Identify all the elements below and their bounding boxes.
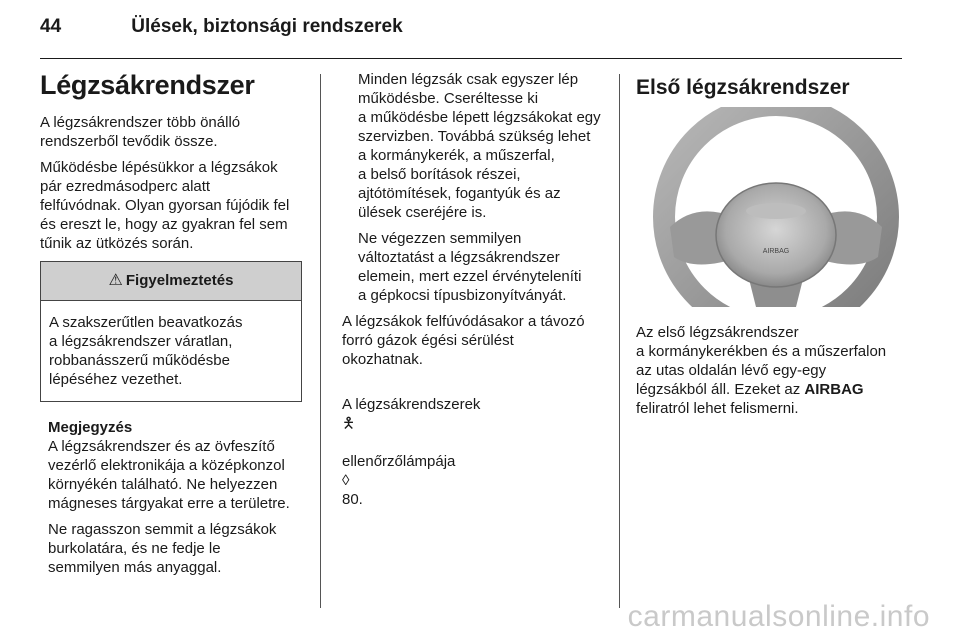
note-paragraph: A légzsákrendszer és az övfeszítő vezérlő elektronikája a középkonzol környékén található. Ne helyezzen mágneses tárgyakat erre a területre. — [48, 438, 290, 512]
caption-airbag-word: AIRBAG — [804, 381, 864, 398]
section-title: Ülések, biztonsági rendszerek — [131, 16, 403, 37]
paragraph: Ne végezzen semmilyen változtatást a légzsákrendszer elemein, mert ezzel érvényteleníti a gépkocsi típusbizonyítványát. — [358, 230, 582, 304]
section-heading: Első légzsákrendszer — [636, 76, 850, 99]
column-left — [40, 70, 302, 584]
header-rule — [40, 58, 902, 59]
caption-text: feliratról lehet felismerni. — [636, 400, 799, 417]
warning-title: Figyelmeztetés — [125, 272, 234, 289]
column-right — [636, 70, 902, 425]
column-middle — [342, 70, 604, 516]
watermark: carmanualsonline.info — [627, 600, 930, 633]
column-divider — [619, 74, 620, 608]
paragraph-indicator — [342, 376, 604, 509]
warning-box — [40, 261, 302, 402]
warning-text: A szakszerűtlen beavatkozás a légzsákrendszer váratlan, robbanásszerű működésbe lépéséhez vezethet. — [49, 314, 243, 388]
paragraph: Minden légzsák csak egyszer lép működésbe. Cseréltesse ki a működésbe lépett légzsákokat egy szervizben. Továbbá szükség lehet a kormánykerék, a műszerfal, a belső borítások részei, ajtótömítések, fogantyúk és az ülések cseréjére is. — [358, 71, 601, 221]
caption-text: Az első légzsákrendszer a kormánykerékben és a műszerfalon az utas oldalán lévő egy-egy légzsákból áll. Ezeket az — [636, 324, 887, 398]
page-reference-icon: ◊ — [342, 472, 350, 489]
paragraph: A légzsákrendszer több önálló rendszerből tevődik össze. — [40, 114, 241, 150]
paragraph-text: ellenőrzőlámpája — [342, 453, 456, 470]
paragraph-text: A légzsákrendszerek — [342, 396, 481, 413]
note-title: Megjegyzés — [48, 419, 133, 436]
airbag-indicator-icon: 🯅 — [342, 415, 356, 432]
warning-triangle-icon: ⚠ — [108, 272, 123, 289]
airbag-badge: AIRBAG — [762, 248, 790, 255]
image-caption — [636, 323, 902, 418]
page-number: 44 — [40, 16, 62, 37]
note-block — [40, 418, 302, 577]
paragraph: Működésbe lépésükkor a légzsákok pár ezredmásodperc alatt felfúvódnak. Olyan gyorsan fújódik fel és ereszt le, hogy az gyakran fel sem tűnik az ütközés során. — [40, 159, 290, 252]
page-reference: 80. — [342, 491, 363, 508]
page-header — [40, 16, 403, 38]
paragraph: A légzsákok felfúvódásakor a távozó forró gázok égési sérülést okozhatnak. — [342, 313, 585, 368]
warning-header — [41, 262, 301, 301]
note-paragraph: Ne ragasszon semmit a légzsákok burkolatára, és ne fedje le semmilyen más anyaggal. — [48, 521, 277, 576]
column-divider — [320, 74, 321, 608]
page-heading: Légzsákrendszer — [40, 70, 255, 100]
steering-wheel-image — [636, 107, 902, 307]
